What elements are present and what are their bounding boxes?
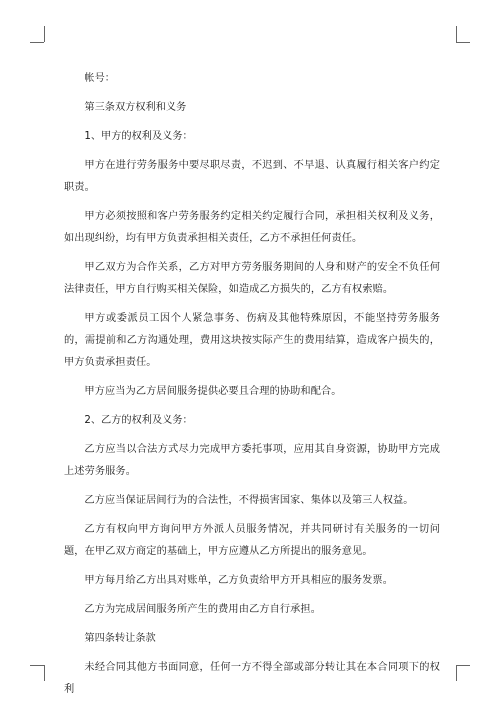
crop-mark-top-right-horizontal — [456, 42, 470, 43]
article-4-title: 第四条转让条款 — [84, 633, 156, 644]
crop-mark-bottom-left-vertical — [44, 665, 45, 681]
crop-mark-bottom-right-horizontal — [456, 665, 470, 666]
section-2-title: 2、乙方的权利及义务： — [84, 415, 193, 426]
paragraph: 甲方应当为乙方居间服务提供必要且合理的协助和配合。 — [84, 386, 342, 397]
crop-mark-bottom-left-horizontal — [30, 665, 44, 666]
crop-mark-bottom-right-vertical — [456, 665, 457, 681]
paragraph: 甲方在进行劳务服务中要尽职尽责，不迟到、不早退、认真履行相关客户约定职责。 — [64, 160, 440, 193]
article-3-title: 第三条双方权利和义务 — [84, 102, 187, 113]
crop-mark-top-left-horizontal — [30, 42, 44, 43]
account-label: 帐号： — [84, 73, 115, 84]
paragraph: 乙方有权向甲方询问甲方外派人员服务情况，并共同研讨有关服务的一切问题，在甲乙双方商定的基础上，甲方应遵从乙方所提出的服务意见。 — [64, 524, 440, 557]
paragraph: 甲方每月给乙方出具对账单，乙方负责给甲方开具相应的服务发票。 — [84, 575, 394, 586]
paragraph: 未经合同其他方书面同意，任何一方不得全部或部分转让其在本合同项下的权利 — [64, 662, 440, 695]
document-body — [64, 68, 440, 708]
crop-mark-top-right-vertical — [456, 26, 457, 42]
crop-mark-top-left-vertical — [44, 26, 45, 42]
paragraph: 甲方必须按照和客户劳务服务约定相关约定履行合同，承担相关权利及义务，如出现纠纷，均有甲方负责承担相关责任，乙方不承担任何责任。 — [64, 211, 440, 244]
paragraph: 甲方或委派员工因个人紧急事务、伤病及其他特殊原因，不能坚持劳务服务的，需提前和乙方沟通处理，费用这块按实际产生的费用结算，造成客户损失的，甲方负责承担责任。 — [64, 313, 440, 368]
paragraph: 乙方应当保证居间行为的合法性，不得损害国家、集体以及第三人权益。 — [84, 495, 414, 506]
section-1-title: 1、甲方的权利及义务： — [84, 131, 193, 142]
paragraph: 甲乙双方为合作关系，乙方对甲方劳务服务期间的人身和财产的安全不负任何法律责任，甲方自行购买相关保险，如造成乙方损失的，乙方有权索赔。 — [64, 262, 440, 295]
paragraph: 乙方应当以合法方式尽力完成甲方委托事项，应用其自身资源，协助甲方完成上述劳务服务。 — [64, 444, 440, 477]
paragraph: 乙方为完成居间服务所产生的费用由乙方自行承担。 — [84, 604, 322, 615]
